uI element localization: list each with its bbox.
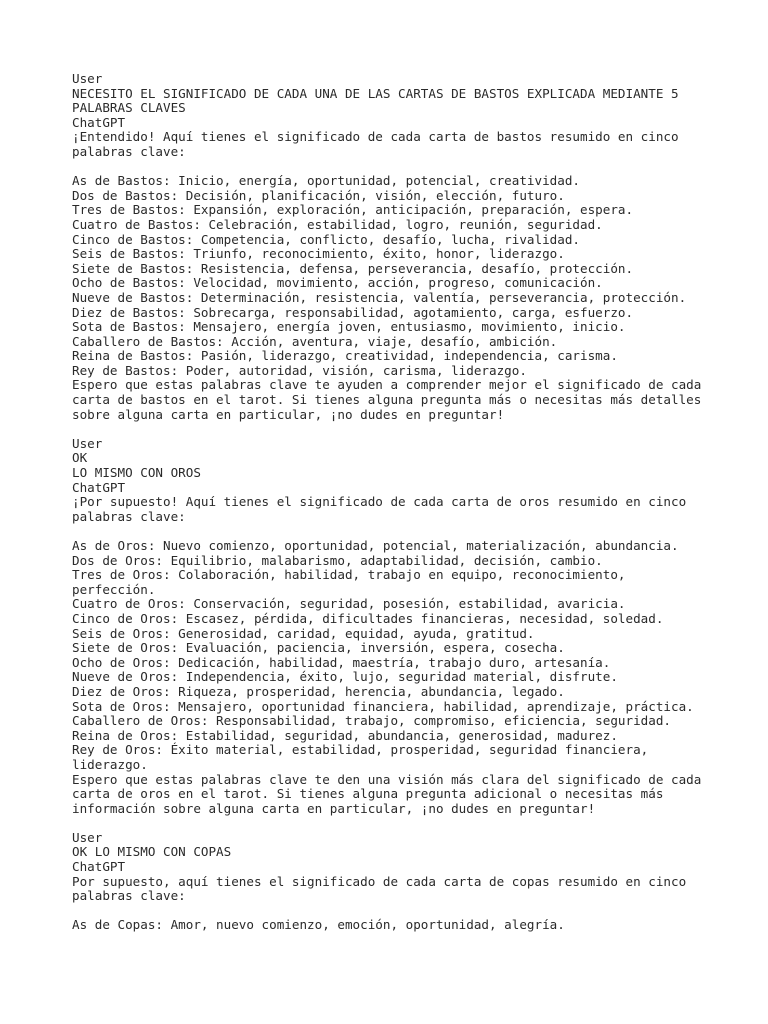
text-line: OK LO MISMO CON COPAS [72,844,232,860]
blank-line [72,160,712,175]
text-line: LO MISMO CON OROS [72,465,201,481]
text-line: OK [72,450,88,466]
text-line: sobre alguna carta en particular, ¡no dudes en preguntar! [72,406,505,422]
text-line: Rey de Bastos: Poder, autoridad, visión, carisma, liderazgo. [72,362,527,378]
text-line: Siete de Bastos: Resistencia, defensa, perseverancia, desafío, protección. [72,260,634,276]
text-line: Reina de Bastos: Pasión, liderazgo, creatividad, independencia, carisma. [72,348,618,364]
text-line: NECESITO EL SIGNIFICADO DE CADA UNA DE LAS CARTAS DE BASTOS EXPLICADA MEDIANTE 5 [72,85,679,101]
text-line: Ocho de Bastos: Velocidad, movimiento, acción, progreso, comunicación. [72,275,603,291]
text-line: liderazgo. [72,756,148,772]
text-line: Tres de Bastos: Expansión, exploración, anticipación, preparación, espera. [72,202,634,218]
text-line: Cinco de Oros: Escasez, pérdida, dificultades financieras, necesidad, soledad. [72,610,664,626]
text-line: As de Copas: Amor, nuevo comienzo, emoción, oportunidad, alegría. [72,917,565,933]
blank-line [72,904,712,919]
text-line: palabras clave: [72,143,186,159]
text-line: ¡Por supuesto! Aquí tienes el significado de cada carta de oros resumido en cinco [72,494,687,510]
text-line: Nueve de Oros: Independencia, éxito, lujo, seguridad material, disfrute. [72,669,618,685]
text-line: Seis de Bastos: Triunfo, reconocimiento, éxito, honor, liderazgo. [72,246,565,262]
text-line: As de Bastos: Inicio, energía, oportunidad, potencial, creatividad. [72,173,580,189]
text-line: palabras clave: [72,508,186,524]
text-line: Diez de Oros: Riqueza, prosperidad, herencia, abundancia, legado. [72,683,565,699]
text-line: Diez de Bastos: Sobrecarga, responsabilidad, agotamiento, carga, esfuerzo. [72,304,634,320]
speaker-label-user: User [72,435,103,451]
text-line: Cuatro de Oros: Conservación, seguridad, posesión, estabilidad, avaricia. [72,596,626,612]
text-line: Espero que estas palabras clave te den una visión más clara del significado de cada [72,771,702,787]
text-line: Cuatro de Bastos: Celebración, estabilidad, logro, reunión, seguridad. [72,216,603,232]
text-line: Dos de Bastos: Decisión, planificación, visión, elección, futuro. [72,187,565,203]
text-line: Caballero de Oros: Responsabilidad, trabajo, compromiso, eficiencia, seguridad. [72,713,671,729]
text-line: Caballero de Bastos: Acción, aventura, viaje, desafío, ambición. [72,333,558,349]
text-line: PALABRAS CLAVES [72,100,186,116]
text-line: Siete de Oros: Evaluación, paciencia, inversión, espera, cosecha. [72,640,565,656]
blank-line [72,524,712,539]
text-line: Seis de Oros: Generosidad, caridad, equidad, ayuda, gratitud. [72,625,535,641]
text-line: Nueve de Bastos: Determinación, resistencia, valentía, perseverancia, protección. [72,289,687,305]
text-line: carta de oros en el tarot. Si tienes alguna pregunta adicional o necesitas más [72,786,664,802]
text-line: Dos de Oros: Equilibrio, malabarismo, adaptabilidad, decisión, cambio. [72,552,603,568]
document-page [72,72,712,933]
text-line: Sota de Bastos: Mensajero, energía joven, entusiasmo, movimiento, inicio. [72,319,626,335]
text-line: Tres de Oros: Colaboración, habilidad, trabajo en equipo, reconocimiento, [72,567,626,583]
text-line: carta de bastos en el tarot. Si tienes alguna pregunta más o necesitas más detalles [72,392,702,408]
speaker-label-chatgpt: ChatGPT [72,859,126,875]
text-line: Por supuesto, aquí tienes el significado de cada carta de copas resumido en cinco [72,873,687,889]
blank-line [72,422,712,437]
text-line: Espero que estas palabras clave te ayuden a comprender mejor el significado de cada [72,377,702,393]
text-line: As de Oros: Nuevo comienzo, oportunidad, potencial, materialización, abundancia. [72,538,679,553]
text-line: palabras clave: [72,888,186,904]
text-line: información sobre alguna carta en particular, ¡no dudes en preguntar! [72,800,596,816]
text-line: Ocho de Oros: Dedicación, habilidad, maestría, trabajo duro, artesanía. [72,654,611,670]
speaker-label-chatgpt: ChatGPT [72,114,126,130]
text-line: ¡Entendido! Aquí tienes el significado de cada carta de bastos resumido en cinco [72,129,679,145]
text-line: Reina de Oros: Estabilidad, seguridad, abundancia, generosidad, madurez. [72,727,618,743]
speaker-label-chatgpt: ChatGPT [72,479,126,495]
speaker-label-user: User [72,829,103,845]
blank-line [72,816,712,831]
speaker-label-user: User [72,71,103,86]
text-line: perfección. [72,581,156,597]
text-line: Cinco de Bastos: Competencia, conflicto, desafío, lucha, rivalidad. [72,231,580,247]
text-line: Sota de Oros: Mensajero, oportunidad financiera, habilidad, aprendizaje, práctica. [72,698,694,714]
text-line: Rey de Oros: Éxito material, estabilidad, prosperidad, seguridad financiera, [72,742,649,758]
